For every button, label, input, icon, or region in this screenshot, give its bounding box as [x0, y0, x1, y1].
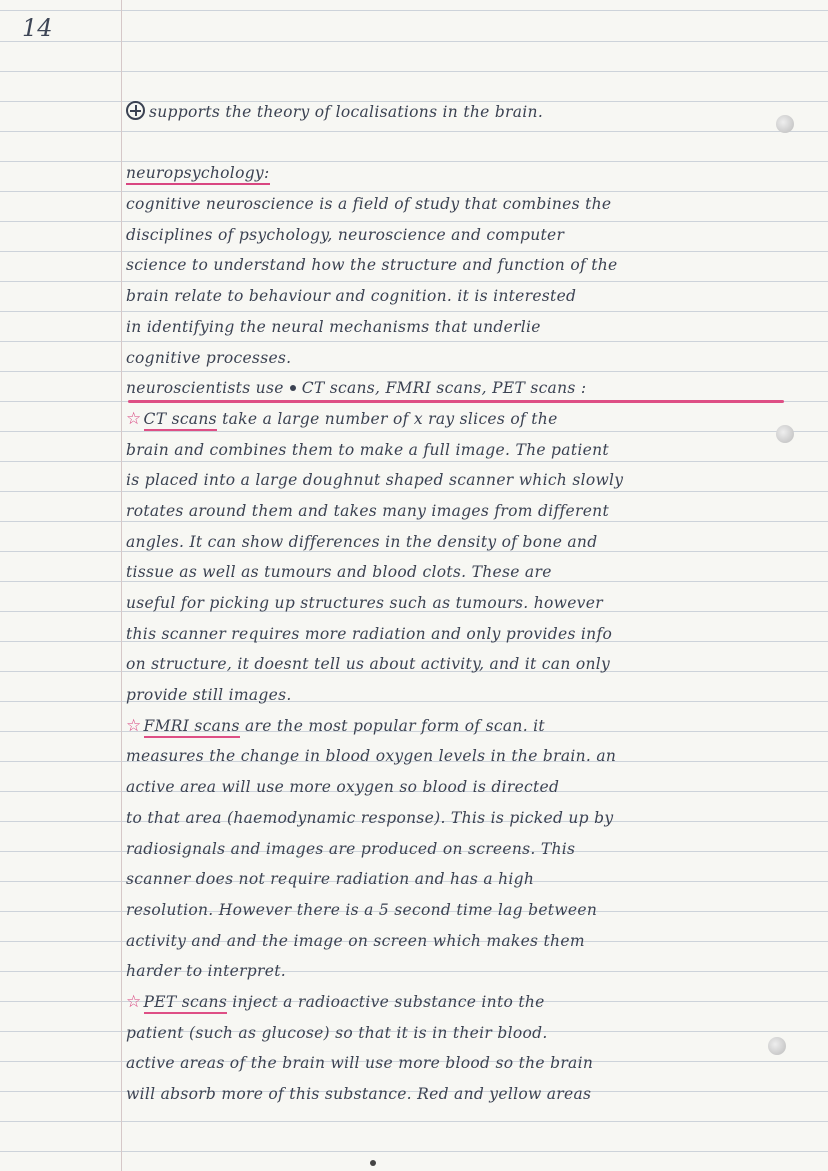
- line-text: are the most popular form of scan. it: [239, 716, 545, 735]
- star-icon: ☆: [126, 408, 142, 429]
- star-icon: ☆: [126, 715, 142, 736]
- note-line: [126, 220, 806, 251]
- line-text: rotates around them and takes many images from different: [126, 501, 609, 520]
- line-text: neuroscientists use: [126, 379, 284, 398]
- line-text: CT scans, FMRI scans, PET scans :: [301, 379, 587, 398]
- line-text: take a large number of x ray slices of the: [216, 409, 558, 428]
- line-text: scanner does not require radiation and has a high: [126, 870, 535, 889]
- punch-hole-icon: [776, 115, 794, 133]
- plus-circle-icon: [126, 101, 145, 120]
- line-text: patient (such as glucose) so that it is in their blood.: [126, 1023, 548, 1042]
- note-line: [126, 834, 806, 865]
- punch-hole-icon: [768, 1037, 786, 1055]
- line-text: will absorb more of this substance. Red and yellow areas: [126, 1085, 592, 1103]
- line-text: resolution. However there is a 5 second time lag between: [126, 900, 598, 919]
- line-text: tissue as well as tumours and blood clots. These are: [126, 563, 552, 582]
- note-line: [126, 803, 806, 834]
- note-line: [126, 1018, 806, 1049]
- note-line: [126, 343, 806, 374]
- note-line: [126, 895, 806, 926]
- line-text: on structure, it doesnt tell us about activity, and it can only: [126, 655, 611, 674]
- line-text: active areas of the brain will use more blood so the brain: [126, 1054, 594, 1073]
- line-text: brain and combines them to make a full image. The patient: [126, 440, 609, 459]
- note-line: [126, 465, 806, 496]
- note-line: [126, 527, 806, 558]
- line-text: science to understand how the structure and function of the: [126, 256, 618, 275]
- note-line: [126, 987, 806, 1018]
- handwritten-notes: [126, 97, 806, 1110]
- note-line: [126, 864, 806, 895]
- line-text: active area will use more oxygen so blood is directed: [126, 778, 560, 797]
- bullet-dot-icon: [290, 385, 296, 391]
- pink-underline: [128, 400, 784, 403]
- margin-line: [121, 0, 122, 1171]
- note-line: [126, 435, 806, 466]
- note-line: [126, 649, 806, 680]
- line-text: disciplines of psychology, neuroscience and computer: [126, 225, 565, 244]
- line-text: supports the theory of localisations in the brain.: [149, 103, 544, 121]
- line-text: provide still images.: [126, 686, 292, 705]
- note-line: [126, 189, 806, 220]
- note-line: [126, 1079, 806, 1110]
- line-text: inject a radioactive substance into the: [227, 992, 545, 1011]
- line-text: useful for picking up structures such as tumours. however: [126, 594, 603, 612]
- line-text: angles. It can show differences in the density of bone and: [126, 532, 598, 551]
- line-text: to that area (haemodynamic response). This is picked up by: [126, 808, 614, 827]
- note-line: [126, 312, 806, 343]
- note-line: [126, 97, 806, 128]
- line-text: in identifying the neural mechanisms that underlie: [126, 317, 541, 336]
- line-text: harder to interpret.: [126, 962, 286, 981]
- note-line: [126, 496, 806, 527]
- note-line: [126, 680, 806, 711]
- line-text: activity and and the image on screen which makes them: [126, 931, 585, 950]
- note-line: [126, 619, 806, 650]
- note-line: [126, 1048, 806, 1079]
- note-line: [126, 711, 806, 742]
- section-heading: neuropsychology:: [126, 164, 270, 185]
- note-line: [126, 158, 806, 189]
- scan-type-heading: PET scans: [144, 993, 228, 1014]
- note-line: [126, 281, 806, 312]
- bottom-dot: [370, 1160, 376, 1166]
- note-line: [126, 956, 806, 987]
- scan-type-heading: CT scans: [144, 410, 217, 431]
- line-text: measures the change in blood oxygen levels in the brain. an: [126, 747, 617, 766]
- note-line: [126, 250, 806, 281]
- note-line: [126, 741, 806, 772]
- line-text: brain relate to behaviour and cognition. it is interested: [126, 287, 577, 306]
- star-icon: ☆: [126, 991, 142, 1012]
- page-number: 14: [22, 14, 53, 42]
- note-line: [126, 588, 806, 619]
- scan-type-heading: FMRI scans: [144, 717, 240, 738]
- note-line: [126, 772, 806, 803]
- note-line: [126, 404, 806, 435]
- punch-hole-icon: [776, 425, 794, 443]
- line-text: cognitive neuroscience is a field of study that combines the: [126, 195, 612, 214]
- line-text: is placed into a large doughnut shaped scanner which slowly: [126, 471, 624, 490]
- line-text: this scanner requires more radiation and only provides info: [126, 624, 613, 643]
- note-line: [126, 128, 806, 159]
- line-text: cognitive processes.: [126, 348, 292, 367]
- note-line: [126, 557, 806, 588]
- line-text: radiosignals and images are produced on screens. This: [126, 839, 576, 858]
- note-line: [126, 926, 806, 957]
